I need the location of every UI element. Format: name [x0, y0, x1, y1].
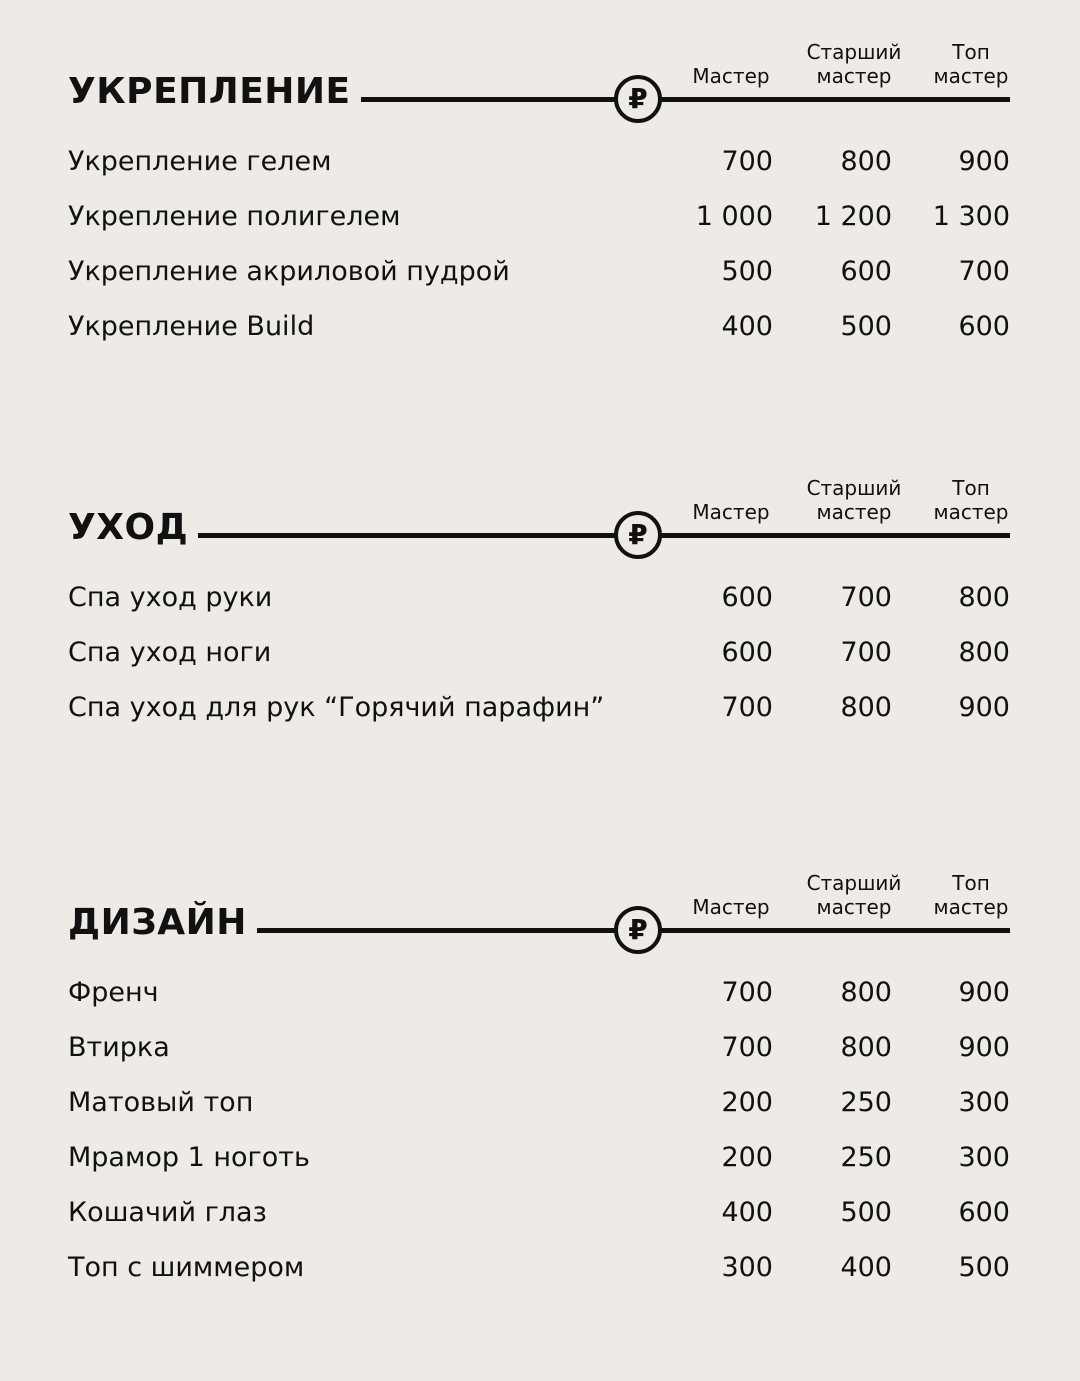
service-name: Спа уход для рук “Горячий парафин”	[68, 692, 605, 723]
service-name: Матовый топ	[68, 1087, 254, 1118]
price-senior-master: 800	[840, 146, 892, 177]
column-header-master: Мастер	[692, 895, 770, 919]
section-ukreplenie	[68, 0, 1010, 354]
price-master: 300	[721, 1252, 773, 1283]
price-master: 400	[721, 311, 773, 342]
price-senior-master: 250	[840, 1087, 892, 1118]
price-master: 700	[721, 146, 773, 177]
price-list	[68, 965, 1010, 1295]
list-item	[68, 189, 1010, 244]
price-senior-master: 600	[840, 256, 892, 287]
section-title: УХОД	[68, 510, 198, 546]
list-item	[68, 965, 1010, 1020]
price-top-master: 700	[958, 256, 1010, 287]
column-header-top-master: Топ мастер	[933, 476, 1009, 524]
column-header-master: Мастер	[692, 64, 770, 88]
price-senior-master: 700	[840, 637, 892, 668]
service-name: Кошачий глаз	[68, 1197, 267, 1228]
price-top-master: 300	[958, 1087, 1010, 1118]
price-master: 400	[721, 1197, 773, 1228]
price-master: 700	[721, 1032, 773, 1063]
ruble-icon: ₽	[614, 75, 662, 123]
column-header-top-master: Топ мастер	[933, 871, 1009, 919]
price-top-master: 600	[958, 311, 1010, 342]
price-senior-master: 800	[840, 1032, 892, 1063]
price-senior-master: 800	[840, 692, 892, 723]
column-header-senior-master: Старший мастер	[806, 476, 902, 524]
list-item	[68, 570, 1010, 625]
price-senior-master: 500	[840, 311, 892, 342]
price-senior-master: 400	[840, 1252, 892, 1283]
section-dizain	[68, 831, 1010, 1295]
price-top-master: 500	[958, 1252, 1010, 1283]
list-item	[68, 680, 1010, 735]
price-master: 700	[721, 977, 773, 1008]
price-senior-master: 250	[840, 1142, 892, 1173]
price-list	[68, 134, 1010, 354]
column-header-senior-master: Старший мастер	[806, 40, 902, 88]
section-title: ДИЗАЙН	[68, 905, 257, 941]
price-top-master: 900	[958, 977, 1010, 1008]
column-header-master: Мастер	[692, 500, 770, 524]
price-top-master: 300	[958, 1142, 1010, 1173]
service-name: Укрепление Build	[68, 311, 315, 342]
price-senior-master: 500	[840, 1197, 892, 1228]
list-item	[68, 1130, 1010, 1185]
ruble-icon: ₽	[614, 511, 662, 559]
list-item	[68, 244, 1010, 299]
price-master: 600	[721, 637, 773, 668]
service-name: Френч	[68, 977, 159, 1008]
price-master: 600	[721, 582, 773, 613]
section-header	[68, 831, 1010, 946]
service-name: Топ с шиммером	[68, 1252, 305, 1283]
list-item	[68, 299, 1010, 354]
list-item	[68, 1075, 1010, 1130]
section-ukhod	[68, 436, 1010, 735]
section-title: УКРЕПЛЕНИЕ	[68, 74, 361, 110]
service-name: Втирка	[68, 1032, 170, 1063]
service-name: Мрамор 1 ноготь	[68, 1142, 310, 1173]
price-master: 500	[721, 256, 773, 287]
service-name: Укрепление гелем	[68, 146, 332, 177]
list-item	[68, 1185, 1010, 1240]
header-rule	[68, 533, 1010, 538]
service-name: Спа уход ноги	[68, 637, 272, 668]
price-top-master: 900	[958, 1032, 1010, 1063]
ruble-icon: ₽	[614, 906, 662, 954]
price-master: 700	[721, 692, 773, 723]
column-header-top-master: Топ мастер	[933, 40, 1009, 88]
section-header	[68, 0, 1010, 115]
price-top-master: 900	[958, 692, 1010, 723]
list-item	[68, 625, 1010, 680]
price-top-master: 1 300	[932, 201, 1010, 232]
price-list	[68, 570, 1010, 735]
price-top-master: 600	[958, 1197, 1010, 1228]
service-name: Укрепление акриловой пудрой	[68, 256, 510, 287]
price-top-master: 800	[958, 637, 1010, 668]
price-senior-master: 700	[840, 582, 892, 613]
price-master: 1 000	[695, 201, 773, 232]
list-item	[68, 1240, 1010, 1295]
price-senior-master: 800	[840, 977, 892, 1008]
column-header-senior-master: Старший мастер	[806, 871, 902, 919]
price-master: 200	[721, 1087, 773, 1118]
price-top-master: 800	[958, 582, 1010, 613]
list-item	[68, 1020, 1010, 1075]
section-header	[68, 436, 1010, 551]
list-item	[68, 134, 1010, 189]
price-master: 200	[721, 1142, 773, 1173]
service-name: Укрепление полигелем	[68, 201, 401, 232]
price-top-master: 900	[958, 146, 1010, 177]
price-senior-master: 1 200	[814, 201, 892, 232]
service-name: Спа уход руки	[68, 582, 273, 613]
